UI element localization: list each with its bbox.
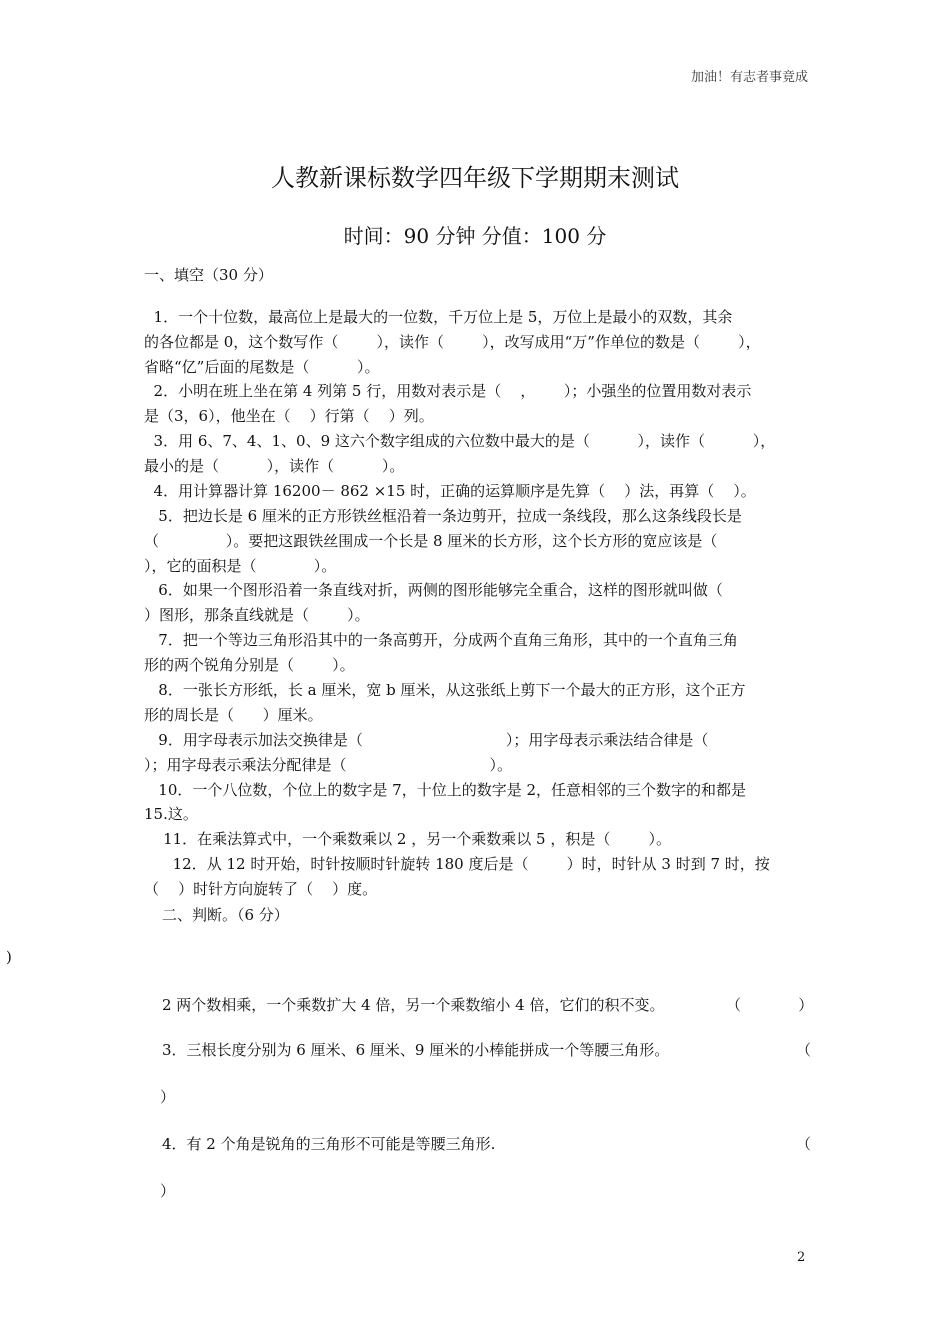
header-motto: 加油！有志者事竟成: [690, 70, 808, 85]
judge-q2: 2 两个数相乘，一个乘数扩大 4 倍，另一个乘数缩小 4 倍，它们的积不变。: [162, 996, 665, 1014]
section1-heading: 一、填空（30 分）: [144, 266, 273, 284]
text-line: 10．一个八位数，个位上的数字是 7，十位上的数字是 2，任意相邻的三个数字的和都是: [144, 781, 747, 799]
judge-q2-paren: （ ）: [726, 996, 814, 1014]
judge-q3-paren-close: ）: [160, 1088, 176, 1106]
text-line: 形的周长是（ ）厘米。: [144, 706, 323, 724]
text-line: 8．一张长方形纸，长 a 厘米，宽 b 厘米，从这张纸上剪下一个最大的正方形，这个正方: [144, 681, 746, 699]
judge-q3: 3．三根长度分别为 6 厘米、6 厘米、9 厘米的小棒能拼成一个等腰三角形。: [162, 1041, 670, 1059]
text-line: 是（3，6），他坐在（ ）行第（ ）列。: [144, 407, 434, 425]
text-line: ）图形，那条直线就是（ ）。: [144, 606, 370, 624]
text-line: 4．用计算器计算 16200－ 862 ×15 时，正确的运算顺序是先算（ ）法，再算（ ）。: [144, 482, 756, 500]
judge-q4-paren-open: （: [796, 1135, 812, 1153]
text-line: 9．用字母表示加法交换律是（ ）；用字母表示乘法结合律是（: [144, 731, 709, 749]
text-line: （ ）。要把这跟铁丝围成一个长是 8 厘米的长方形，这个长方形的宽应该是（: [144, 532, 718, 550]
text-line: 12．从 12 时开始，时针按顺时针旋转 180 度后是（ ）时，时针从 3 时到 7 时，按: [144, 855, 770, 873]
text-line: 15.这。: [144, 805, 198, 823]
judge-q4: 4．有 2 个角是锐角的三角形不可能是等腰三角形.: [162, 1135, 496, 1153]
page-subtitle: 时间：90 分钟 分值：100 分: [343, 224, 607, 248]
page-number: 2: [797, 1250, 806, 1265]
text-line: 的各位都是 0，这个数写作（ ），读作（ ），改写成用“万”作单位的数是（ ），: [144, 333, 761, 351]
text-line: 11．在乘法算式中，一个乘数乘以 2 ，另一个乘数乘以 5 ，积是（ ）。: [144, 830, 671, 848]
judge-q4-paren-close: ）: [160, 1182, 176, 1200]
text-line: 最小的是（ ），读作（ ）。: [144, 457, 405, 475]
text-line: ），它的面积是（ ）。: [144, 557, 337, 575]
text-line: 6．如果一个图形沿着一条直线对折，两侧的图形能够完全重合，这样的图形就叫做（: [144, 581, 723, 599]
text-line: 5．把边长是 6 厘米的正方形铁丝框沿着一条边剪开，拉成一条线段，那么这条线段长是: [144, 507, 742, 525]
page-title: 人教新课标数学四年级下学期期末测试: [271, 164, 679, 192]
stray-paren: ): [6, 948, 12, 966]
text-line: 2．小明在班上坐在第 4 列第 5 行，用数对表示是（ ， ）；小强坐的位置用数对表示: [144, 382, 752, 400]
text-line: 形的两个锐角分别是（ ）。: [144, 656, 355, 674]
judge-q3-paren-open: （: [796, 1041, 812, 1059]
section2-heading: 二、判断。（6 分）: [162, 906, 289, 924]
text-line: 7．把一个等边三角形沿其中的一条高剪开，分成两个直角三角形，其中的一个直角三角: [144, 631, 738, 649]
text-line: 省略“亿”后面的尾数是（ ）。: [144, 358, 380, 376]
text-line: 1．一个十位数，最高位上是最大的一位数，千万位上是 5，万位上是最小的双数，其余: [144, 308, 733, 326]
text-line: ）；用字母表示乘法分配律是（ ）。: [144, 756, 513, 774]
text-line: 3．用 6、7、4、1、0、9 这六个数字组成的六位数中最大的是（ ），读作（ ），: [144, 432, 776, 450]
text-line: （ ）时针方向旋转了（ ）度。: [144, 880, 378, 898]
